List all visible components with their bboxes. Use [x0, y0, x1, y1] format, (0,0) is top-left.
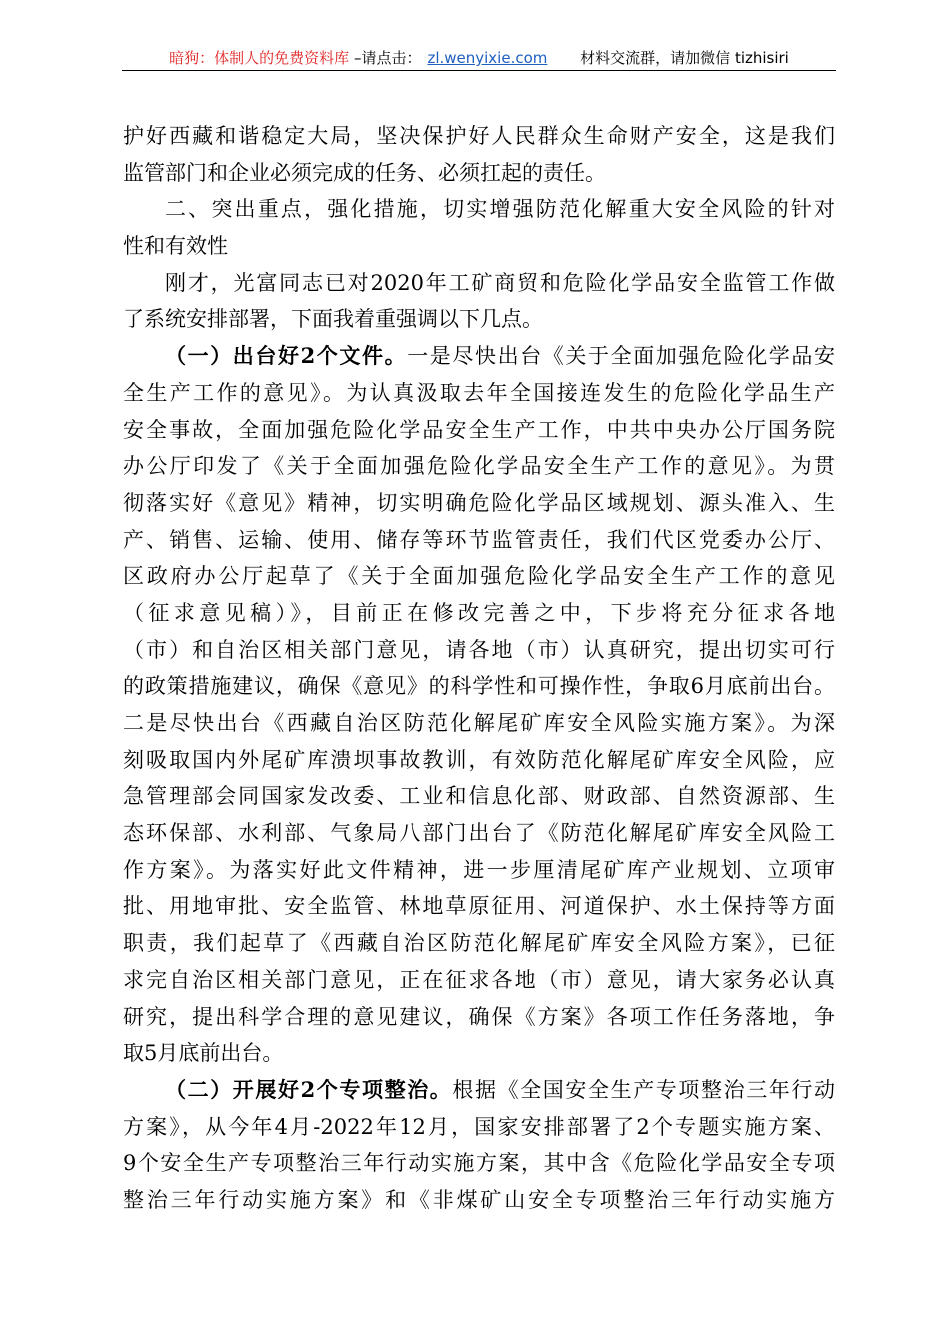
line-text: 根据《全国安全生产专项整治三年行动: [452, 1077, 835, 1102]
text-line: [123, 1072, 835, 1109]
text-line: [123, 155, 835, 192]
text-line: [123, 118, 835, 155]
line-text: 急管理部会同国家发改委、工业和信息化部、财政部、自然资源部、生: [123, 784, 835, 809]
wechat-note: 材料交流群，请加微信 tizhisiri: [580, 49, 789, 67]
text-line: [123, 925, 835, 962]
line-text: 批、用地审批、安全监管、林地草原征用、河道保护、水土保持等方面: [123, 894, 835, 919]
text-line: [123, 778, 835, 815]
page-header: [122, 47, 836, 69]
text-line: [123, 852, 835, 889]
line-text: 办公厅印发了《关于全面加强危险化学品安全生产工作的意见》。为贯: [123, 454, 835, 479]
line-text: 护好西藏和谐稳定大局，坚决保护好人民群众生命财产安全，这是我们: [123, 124, 835, 148]
line-text: 一是尽快出台《关于全面加强危险化学品安: [407, 344, 835, 369]
line-text: 刚才，光富同志已对2020年工矿商贸和危险化学品安全监管工作做: [165, 270, 835, 295]
text-line: [123, 815, 835, 852]
text-line: [123, 888, 835, 925]
text-line: [123, 742, 835, 779]
text-line: [123, 1109, 835, 1146]
line-text: （市）和自治区相关部门意见，请各地（市）认真研究，提出切实可行: [123, 637, 835, 662]
section-heading: （一）出台好2个文件。: [165, 343, 408, 369]
section-heading: （二）开展好2个专项整治。: [165, 1076, 453, 1102]
text-line: [123, 1182, 835, 1219]
text-line: [123, 705, 835, 742]
text-line: [123, 522, 835, 559]
line-text: 取5月底前出台。: [123, 1041, 284, 1066]
text-line: [123, 595, 835, 632]
line-text: 性和有效性: [123, 234, 228, 259]
brand-text: 暗狗：体制人的免费资料库: [169, 49, 350, 67]
prompt-text: –请点击：: [353, 49, 422, 67]
line-text: 彻落实好《意见》精神，切实明确危险化学品区域规划、源头准入、生: [123, 490, 835, 515]
line-text: 二是尽快出台《西藏自治区防范化解尾矿库安全风险实施方案》。为深: [123, 711, 835, 735]
text-line: [123, 375, 835, 412]
line-text: 的政策措施建议，确保《意见》的科学性和可操作性，争取6月底前出台。: [123, 674, 835, 699]
line-text: 9个安全生产专项整治三年行动实施方案，其中含《危险化学品安全专项: [123, 1151, 835, 1176]
text-line: [123, 962, 835, 999]
line-text: 态环保部、水利部、气象局八部门出台了《防范化解尾矿库安全风险工: [123, 821, 835, 846]
text-line: [123, 1035, 835, 1072]
text-line: [123, 558, 835, 595]
line-text: 监管部门和企业必须完成的任务、必须扛起的责任。: [123, 160, 606, 185]
text-line: [123, 191, 835, 228]
text-line: [123, 1145, 835, 1182]
line-text: 二、突出重点，强化措施，切实增强防范化解重大安全风险的针对: [165, 197, 835, 222]
text-line: [123, 412, 835, 449]
line-text: 作方案》。为落实好此文件精神，进一步厘清尾矿库产业规划、立项审: [123, 857, 835, 882]
text-line: [123, 999, 835, 1036]
line-text: 职责，我们起草了《西藏自治区防范化解尾矿库安全风险方案》，已征: [123, 931, 835, 956]
line-text: 了系统安排部署，下面我着重强调以下几点。: [123, 307, 543, 332]
text-line: [123, 632, 835, 669]
text-line: [123, 448, 835, 485]
header-divider: [122, 70, 836, 71]
line-text: 区政府办公厅起草了《关于全面加强危险化学品安全生产工作的意见: [123, 564, 835, 589]
line-text: 方案》，从今年4月-2022年12月，国家安排部署了2个专题实施方案、: [123, 1114, 835, 1139]
website-link[interactable]: zl.wenyixie.com: [427, 49, 548, 67]
text-line: [123, 228, 835, 265]
line-text: （征求意见稿）》，目前正在修改完善之中，下步将充分征求各地: [123, 600, 835, 625]
text-line: [123, 265, 835, 302]
line-text: 安全事故，全面加强危险化学品安全生产工作，中共中央办公厅国务院: [123, 417, 835, 442]
document-body: [123, 118, 835, 1219]
text-line: [123, 668, 835, 705]
text-line: [123, 485, 835, 522]
line-text: 刻吸取国内外尾矿库溃坝事故教训，有效防范化解尾矿库安全风险，应: [123, 747, 835, 772]
text-line: [123, 338, 835, 375]
line-text: 整治三年行动实施方案》和《非煤矿山安全专项整治三年行动实施方: [123, 1187, 835, 1212]
line-text: 研究，提出科学合理的意见建议，确保《方案》各项工作任务落地，争: [123, 1004, 835, 1029]
line-text: 求完自治区相关部门意见，正在征求各地（市）意见，请大家务必认真: [123, 967, 835, 992]
line-text: 全生产工作的意见》。为认真汲取去年全国接连发生的危险化学品生产: [123, 380, 835, 405]
line-text: 产、销售、运输、使用、储存等环节监管责任，我们代区党委办公厅、: [123, 527, 835, 552]
text-line: [123, 301, 835, 338]
